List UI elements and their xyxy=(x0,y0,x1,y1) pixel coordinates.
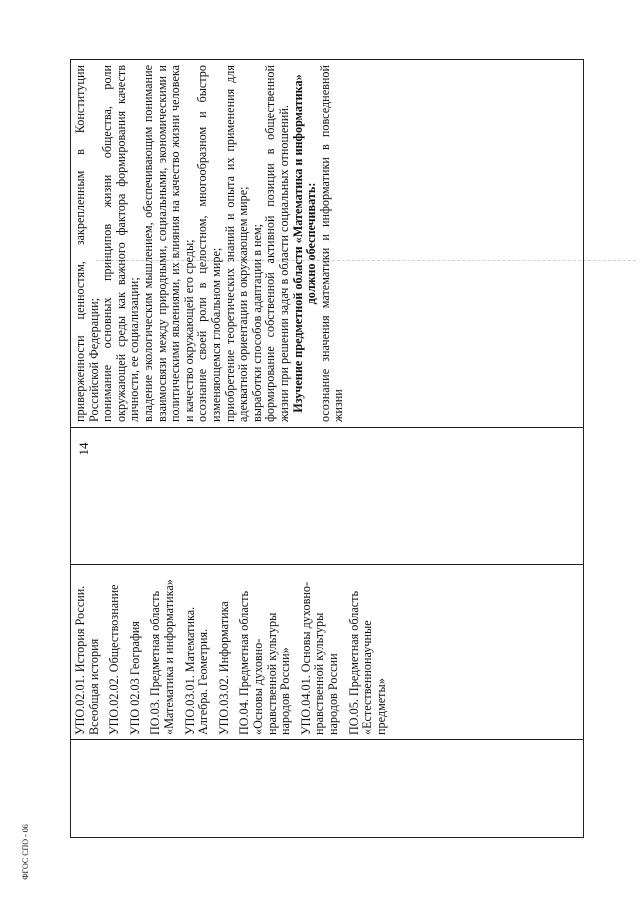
requirement-line: приобретение теоретических знаний и опыта их применения для адекватной ориентации в окружающем мире; xyxy=(222,65,251,422)
requirement-line: осознание своей роли в целостном, многообразном и быстро изменяющемся глобальном мире; xyxy=(195,65,223,422)
requirements-cell xyxy=(71,60,584,428)
subject-item: УПО.03.02. Информатика xyxy=(216,601,231,735)
page-footer: ФГОС СПО - 06 xyxy=(21,824,30,880)
subject-item: ПО.03. Предметная область «Математика и информатика» xyxy=(148,579,176,735)
empty-cell xyxy=(71,428,584,565)
table-row xyxy=(71,60,584,838)
subject-item: ПО.05. Предметная область «Естественнонаучные предметы» xyxy=(346,590,388,735)
subjects-cell xyxy=(71,565,584,740)
page-number: 14 xyxy=(76,442,91,456)
section-heading: Изучение предметной области «Математика и информатика» должно обеспечивать: xyxy=(290,74,319,413)
subject-item: УПО.02.01. История России. Всеобщая история xyxy=(73,585,101,735)
subject-item: ПО.04. Предметная область «Основы духовно-нравственной культуры народов России» xyxy=(237,590,293,735)
subject-item: УПО.04.01. Основы духовно-нравственной культуры народов России xyxy=(298,581,340,735)
requirement-line: формирование собственной активной позиции в общественной жизни при решении задач в области социальных отношений. xyxy=(263,65,291,422)
requirement-line: владение экологическим мышлением, обеспечивающим понимание взаимосвязи между природными, социальными, экономическими и политическими явлениями, их влияния на качество жизни человека и качество окружающей его среды; xyxy=(140,65,196,422)
rotated-page xyxy=(70,60,584,838)
empty-cell xyxy=(71,740,584,838)
requirement-line: понимание основных принципов жизни общества, роли окружающей среды как важного фактора формирования качеств личности, ее социализации; xyxy=(100,65,142,422)
subject-item: УПО 02.03 География xyxy=(127,621,142,735)
requirement-line: приверженности ценностям, закрепленным в Конституции Российской Федерации; xyxy=(73,65,101,422)
subject-item: УПО.03.01. Математика. Алгебра. Геометрия. xyxy=(182,606,211,735)
standards-table xyxy=(70,59,584,838)
requirement-line: осознание значения математики и информатики в повседневной жизни xyxy=(317,65,346,422)
requirement-line: выработки способов адаптации в нем; xyxy=(249,223,264,422)
subject-item: УПО.02.02. Обществознание xyxy=(107,584,122,735)
